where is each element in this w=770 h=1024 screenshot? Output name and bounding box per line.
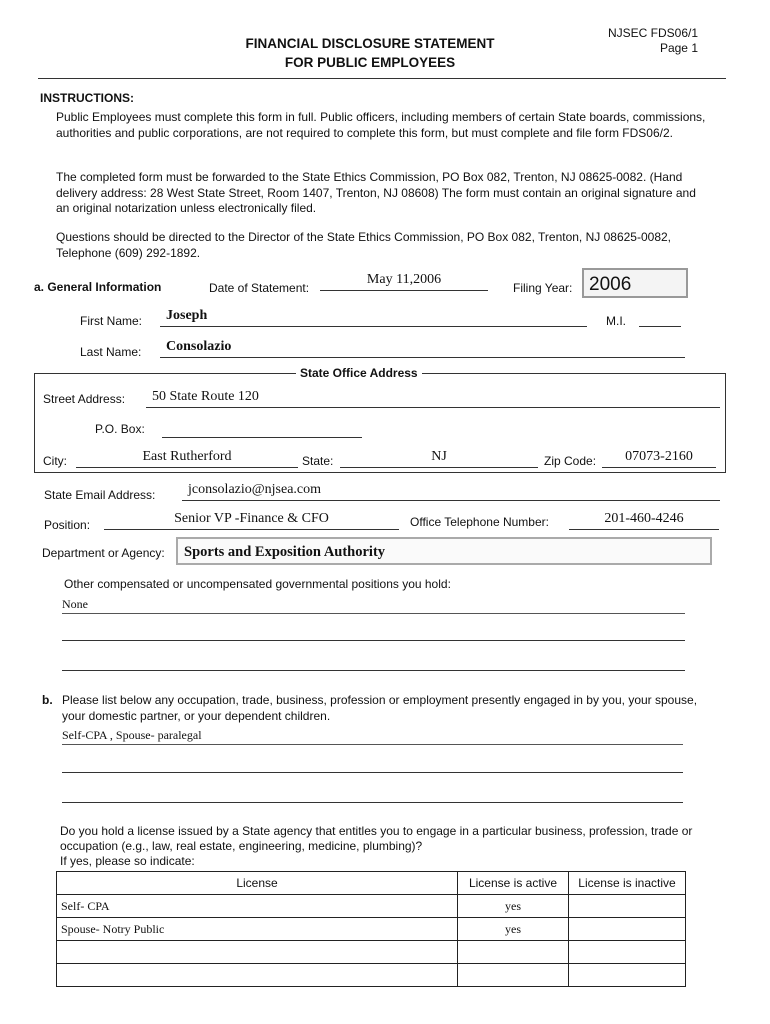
position-field[interactable]: Senior VP -Finance & CFO [104, 511, 399, 530]
form-title-line2: FOR PUBLIC EMPLOYEES [284, 55, 456, 70]
page-number: Page 1 [659, 41, 698, 55]
po-box-field[interactable] [162, 422, 362, 438]
section-a-label: a. General Information [34, 280, 162, 294]
active-cell[interactable]: yes [458, 918, 569, 941]
mi-field[interactable] [639, 312, 681, 327]
license-cell[interactable] [57, 941, 458, 964]
license-table [56, 871, 686, 987]
form-code: NJSEC FDS06/1 [607, 26, 698, 40]
instructions-paragraph-1: Public Employees must complete this form in full. Public officers, including members of certain State boards, commissions, authorities and public corporations, are not required to complete this form, but must complete and file form FDS06/2. [56, 110, 706, 140]
date-field[interactable]: May 11,2006 [320, 272, 488, 291]
form-title-line1: FINANCIAL DISCLOSURE STATEMENT [245, 36, 495, 51]
section-b-text: Please list below any occupation, trade, business, profession or employment presently engaged in by you, your spouse, your domestic partner, or your dependent children. [62, 693, 698, 723]
instructions-paragraph-2: The completed form must be forwarded to the State Ethics Commission, PO Box 082, Trenton, NJ 08625-0082. (Hand delivery address: 28 West State Street, Room 1407, Trenton, NJ 08608) The form must contain an original signature and an original notarization unless electronically filed. [56, 170, 696, 215]
filing-year-value: 2006 [589, 274, 632, 295]
occupation-line-3[interactable] [62, 802, 683, 803]
license-question-2: If yes, please so indicate: [60, 854, 195, 868]
license-cell[interactable] [57, 964, 458, 987]
header-inactive: License is inactive [569, 872, 686, 895]
active-cell[interactable]: yes [458, 895, 569, 918]
zip-label: Zip Code: [544, 454, 597, 468]
first-name-label: First Name: [80, 314, 143, 328]
table-row [57, 941, 686, 964]
filing-year-field[interactable] [582, 268, 688, 298]
phone-field[interactable]: 201-460-4246 [569, 511, 719, 530]
header-active: License is active [458, 872, 569, 895]
phone-label: Office Telephone Number: [410, 515, 549, 529]
zip-field[interactable]: 07073-2160 [602, 449, 716, 468]
state-office-address-label: State Office Address [296, 366, 422, 380]
filing-year-label: Filing Year: [513, 281, 573, 295]
position-label: Position: [44, 518, 91, 532]
department-value: Sports and Exposition Authority [184, 544, 386, 560]
header-divider [38, 78, 726, 79]
mi-label: M.I. [606, 314, 626, 328]
other-positions-label: Other compensated or uncompensated governmental positions you hold: [64, 577, 451, 591]
date-label: Date of Statement: [209, 281, 310, 295]
first-name-field[interactable]: Joseph [160, 308, 587, 327]
table-row [57, 964, 686, 987]
header-license: License [57, 872, 458, 895]
inactive-cell[interactable] [569, 941, 686, 964]
street-field[interactable]: 50 State Route 120 [146, 389, 720, 408]
occupation-line-2[interactable] [62, 772, 683, 773]
license-cell[interactable]: Self- CPA [57, 895, 458, 918]
occupation-line-1[interactable]: Self-CPA , Spouse- paralegal [62, 728, 683, 745]
inactive-cell[interactable] [569, 964, 686, 987]
email-label: State Email Address: [44, 488, 156, 502]
table-row [57, 918, 686, 941]
license-cell[interactable]: Spouse- Notry Public [57, 918, 458, 941]
inactive-cell[interactable] [569, 895, 686, 918]
instructions-paragraph-3: Questions should be directed to the Director of the State Ethics Commission, PO Box 082, Trenton, NJ 08625-0082, Telephone (609) 292-1892. [56, 230, 671, 260]
other-positions-line-1[interactable]: None [62, 597, 685, 614]
active-cell[interactable] [458, 964, 569, 987]
last-name-label: Last Name: [80, 345, 142, 359]
instructions-heading: INSTRUCTIONS: [40, 91, 134, 105]
street-label: Street Address: [43, 392, 126, 406]
section-b-letter: b. [42, 693, 53, 707]
table-row [57, 895, 686, 918]
state-label: State: [302, 454, 334, 468]
other-positions-line-3[interactable] [62, 670, 685, 671]
department-label: Department or Agency: [42, 546, 165, 560]
license-table-header [57, 872, 686, 895]
state-field[interactable]: NJ [340, 449, 538, 468]
inactive-cell[interactable] [569, 918, 686, 941]
email-field[interactable]: jconsolazio@njsea.com [182, 482, 720, 501]
city-label: City: [43, 454, 67, 468]
department-field[interactable] [176, 537, 712, 565]
license-question: Do you hold a license issued by a State agency that entitles you to engage in a particular business, profession, trade or occupation (e.g., law, real estate, engineering, medicine, plumbing)? [60, 824, 693, 853]
last-name-field[interactable]: Consolazio [160, 339, 685, 358]
other-positions-line-2[interactable] [62, 640, 685, 641]
po-box-label: P.O. Box: [95, 422, 145, 436]
city-field[interactable]: East Rutherford [76, 449, 298, 468]
active-cell[interactable] [458, 941, 569, 964]
